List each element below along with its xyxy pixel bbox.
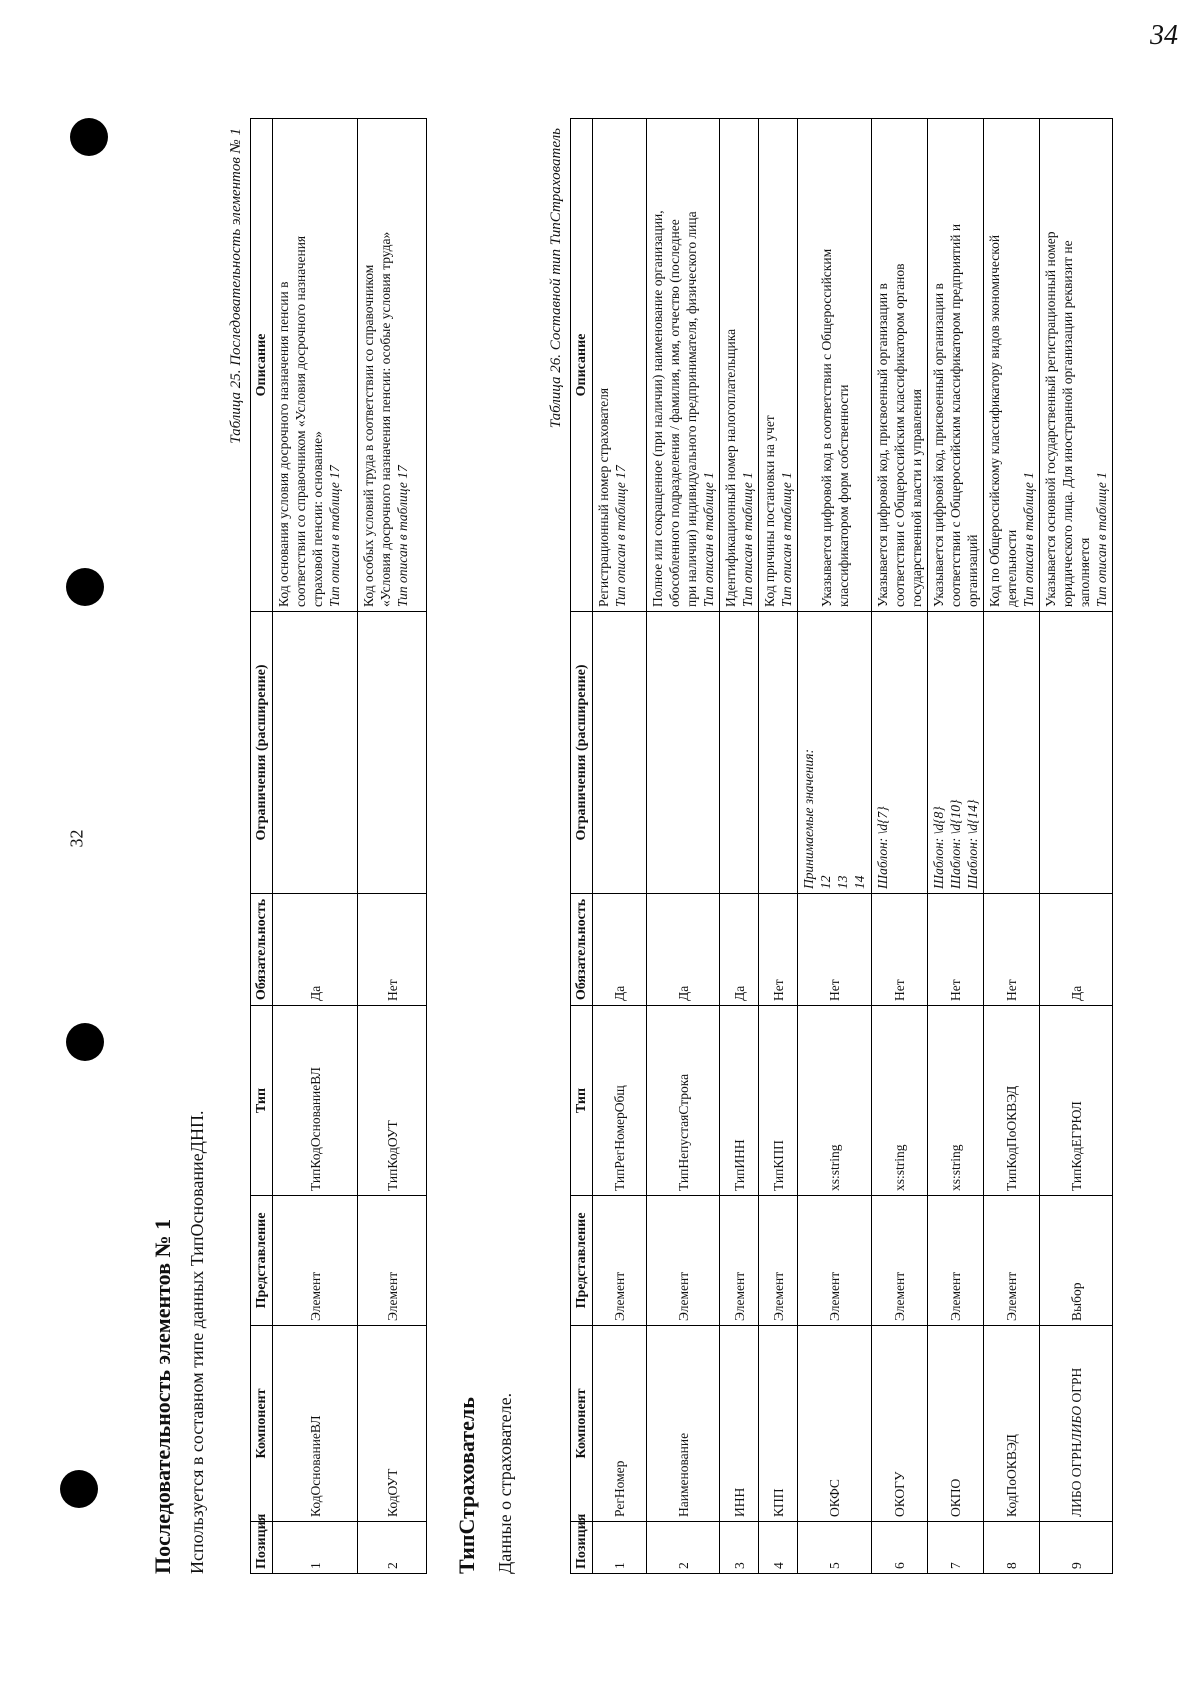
description-type-ref: Тип описан в таблице 17 (395, 465, 410, 607)
cell-representation: Элемент (273, 1196, 358, 1326)
cell-representation: Элемент (759, 1196, 798, 1326)
cell-representation: Выбор (1040, 1196, 1113, 1326)
cell-constraints (759, 612, 798, 894)
description-line: Указывается цифровой код в соответствии с Общероссийским (818, 248, 834, 607)
section2-table (570, 118, 1113, 1574)
description-line: Код основания условия досрочного назначения пенсии в (276, 281, 291, 607)
cell-representation: Элемент (984, 1196, 1040, 1326)
cell-required: Нет (984, 894, 1040, 1006)
cell-type: ТипКодОУТ (358, 1006, 427, 1196)
cell-required: Да (720, 894, 759, 1006)
description-type-ref: Тип описан в таблице 1 (1021, 472, 1036, 607)
constraint-line: Шаблон: \d{10} (948, 799, 963, 889)
cell-required: Нет (759, 894, 798, 1006)
cell-position: 3 (720, 1522, 759, 1574)
cell-constraints (798, 612, 872, 894)
table-row (798, 119, 872, 1574)
column-header: Ограничения (расширение) (251, 612, 273, 894)
cell-type: xs:string (798, 1006, 872, 1196)
cell-type: ТипРегНомерОбщ (593, 1006, 647, 1196)
cell-component: КПП (759, 1326, 798, 1522)
constraint-line: Шаблон: \d{8} (931, 806, 946, 889)
description-line: обособленного подразделения / фамилия, имя, отчество (последнее (667, 219, 682, 607)
cell-constraints (647, 612, 720, 894)
cell-description (928, 119, 984, 612)
description-line: соответствии с Общероссийским классификатором предприятий и (948, 223, 963, 607)
description-line: деятельности (1004, 529, 1019, 607)
cell-component: ОКОГУ (872, 1326, 928, 1522)
cell-position: 4 (759, 1522, 798, 1574)
description-type-ref: Тип описан в таблице 17 (327, 465, 342, 607)
cell-representation: Элемент (720, 1196, 759, 1326)
description-line: Полное или сокращенное (при наличии) наименование организации, (650, 210, 665, 607)
description-line: Регистрационный номер страхователя (596, 387, 611, 607)
cell-type: ТипНепустаяСтрока (647, 1006, 720, 1196)
cell-description (720, 119, 759, 612)
section2-table-caption: Таблица 26. Составной тип ТипСтрахователь (548, 128, 564, 429)
description-line: Указывается цифровой код, присвоенный организации в (875, 283, 890, 607)
cell-component-choice: ЛИБО (1068, 1405, 1084, 1443)
description-line: Идентификационный номер налогоплательщика (723, 328, 738, 607)
column-header: Ограничения (расширение) (571, 612, 593, 894)
cell-type: ТипКодЕГРЮЛ (1040, 1006, 1113, 1196)
cell-position: 2 (358, 1522, 427, 1574)
cell-description (759, 119, 798, 612)
cell-component: ОКПО (928, 1326, 984, 1522)
description-line: государственной власти и управления (909, 389, 924, 607)
description-line: «Условия досрочного назначения пенсии: особые условия труда» (378, 231, 393, 607)
description-line: Код особых условий труда в соответствии со справочником (361, 264, 376, 607)
cell-description (872, 119, 928, 612)
section2-title: ТипСтрахователь (454, 1397, 479, 1574)
cell-representation: Элемент (593, 1196, 647, 1326)
description-line: соответствии со справочником «Условия досрочного назначения (293, 235, 308, 607)
cell-type: ТипИНН (720, 1006, 759, 1196)
table-row (1040, 119, 1113, 1574)
constraint-line: Шаблон: \d{7} (875, 806, 890, 889)
column-header: Тип (571, 1006, 593, 1196)
cell-constraints (593, 612, 647, 894)
cell-required: Да (273, 894, 358, 1006)
description-type-ref: Тип описан в таблице 1 (779, 472, 794, 607)
cell-description (984, 119, 1040, 612)
cell-constraints (984, 612, 1040, 894)
section2-subtitle: Данные о страхователе. (495, 1392, 515, 1574)
description-type-ref: Тип описан в таблице 1 (740, 472, 755, 607)
section1-subtitle: Используется в составном типе данных ТипОснованиеДНП. (187, 1110, 207, 1574)
cell-position: 7 (928, 1522, 984, 1574)
description-line: юридического лица. Для иностранной организации реквизит не (1060, 240, 1075, 607)
column-header: Тип (251, 1006, 273, 1196)
description-line: при наличии) индивидуального предпринимателя, физического лица (684, 211, 699, 607)
table-row (720, 119, 759, 1574)
cell-description (647, 119, 720, 612)
cell-representation: Элемент (872, 1196, 928, 1326)
table-row (273, 119, 358, 1574)
cell-constraints (928, 612, 984, 894)
cell-required: Да (647, 894, 720, 1006)
description-line: Код по Общероссийскому классификатору видов экономической (987, 234, 1002, 607)
column-header: Позиция (571, 1522, 593, 1574)
description-line: страховой пенсии: основание» (310, 431, 325, 607)
cell-description (358, 119, 427, 612)
cell-constraints (872, 612, 928, 894)
cell-description (593, 119, 647, 612)
table-header-row (251, 119, 273, 1574)
section1-table-caption: Таблица 25. Последовательность элементов № 1 (228, 128, 244, 444)
handwritten-page-mark: 34 (1150, 20, 1178, 51)
cell-representation: Элемент (928, 1196, 984, 1326)
column-header: Компонент (571, 1326, 593, 1522)
column-header: Компонент (251, 1326, 273, 1522)
cell-required: Нет (928, 894, 984, 1006)
table-row (593, 119, 647, 1574)
cell-type: xs:string (928, 1006, 984, 1196)
column-header: Обязательность (251, 894, 273, 1006)
cell-type: ТипКодОснованиеВЛ (273, 1006, 358, 1196)
description-type-ref: Тип описан в таблице 17 (613, 465, 628, 607)
description-type-ref: Тип описан в таблице 1 (1094, 472, 1109, 607)
column-header: Описание (251, 119, 273, 612)
cell-component: ЛИБО ОГРНЛИБО ОГРН (1040, 1326, 1113, 1522)
constraint-line: 12 (818, 875, 833, 889)
cell-position: 9 (1040, 1522, 1113, 1574)
rotated-page-content (0, 114, 1200, 1574)
cell-required: Да (593, 894, 647, 1006)
table-header-row (571, 119, 593, 1574)
cell-required: Да (1040, 894, 1113, 1006)
description-line: Код причины постановки на учет (762, 415, 777, 607)
cell-component: ИНН (720, 1326, 759, 1522)
cell-position: 1 (273, 1522, 358, 1574)
cell-component: КодОУТ (358, 1326, 427, 1522)
column-header: Обязательность (571, 894, 593, 1006)
cell-component: РегНомер (593, 1326, 647, 1522)
cell-component: Наименование (647, 1326, 720, 1522)
cell-position: 2 (647, 1522, 720, 1574)
description-line: заполняется (1077, 537, 1092, 607)
table-row (358, 119, 427, 1574)
cell-required: Нет (798, 894, 872, 1006)
cell-position: 6 (872, 1522, 928, 1574)
cell-component: КодПоОКВЭД (984, 1326, 1040, 1522)
cell-position: 5 (798, 1522, 872, 1574)
description-line: соответствии с Общероссийским классификатором органов (892, 263, 907, 607)
column-header: Позиция (251, 1522, 273, 1574)
description-line: Указывается цифровой код, присвоенный организации в (931, 283, 946, 607)
description-type-ref: Тип описан в таблице 1 (701, 472, 716, 607)
cell-required: Нет (872, 894, 928, 1006)
constraint-line: Шаблон: \d{14} (965, 799, 980, 889)
table-row (928, 119, 984, 1574)
column-header: Описание (571, 119, 593, 612)
table-row (647, 119, 720, 1574)
column-header: Представление (571, 1196, 593, 1326)
description-line: Указывается основной государственный регистрационный номер (1043, 231, 1058, 607)
cell-required: Нет (358, 894, 427, 1006)
page-number: 32 (66, 829, 87, 848)
cell-description (273, 119, 358, 612)
cell-constraints (273, 612, 358, 894)
description-line: классификатором форм собственности (835, 384, 851, 607)
cell-type: ТипКПП (759, 1006, 798, 1196)
cell-constraints (358, 612, 427, 894)
section1-table (250, 118, 427, 1574)
table-row (872, 119, 928, 1574)
cell-constraints (1040, 612, 1113, 894)
cell-type: xs:string (872, 1006, 928, 1196)
constraint-line: 14 (852, 875, 867, 889)
cell-representation: Элемент (647, 1196, 720, 1326)
cell-constraints (720, 612, 759, 894)
cell-component: КодОснованиеВЛ (273, 1326, 358, 1522)
cell-component: ОКФС (798, 1326, 872, 1522)
cell-representation: Элемент (358, 1196, 427, 1326)
cell-position: 8 (984, 1522, 1040, 1574)
table-row (759, 119, 798, 1574)
cell-description (798, 119, 872, 612)
constraint-line: 13 (835, 875, 850, 889)
cell-representation: Элемент (798, 1196, 872, 1326)
description-line: организаций (965, 534, 980, 607)
constraint-line: Принимаемые значения: (801, 748, 816, 889)
cell-position: 1 (593, 1522, 647, 1574)
cell-type: ТипКодПоОКВЭД (984, 1006, 1040, 1196)
section1-title: Последовательность элементов № 1 (150, 1218, 175, 1574)
cell-description (1040, 119, 1113, 612)
table-row (984, 119, 1040, 1574)
column-header: Представление (251, 1196, 273, 1326)
